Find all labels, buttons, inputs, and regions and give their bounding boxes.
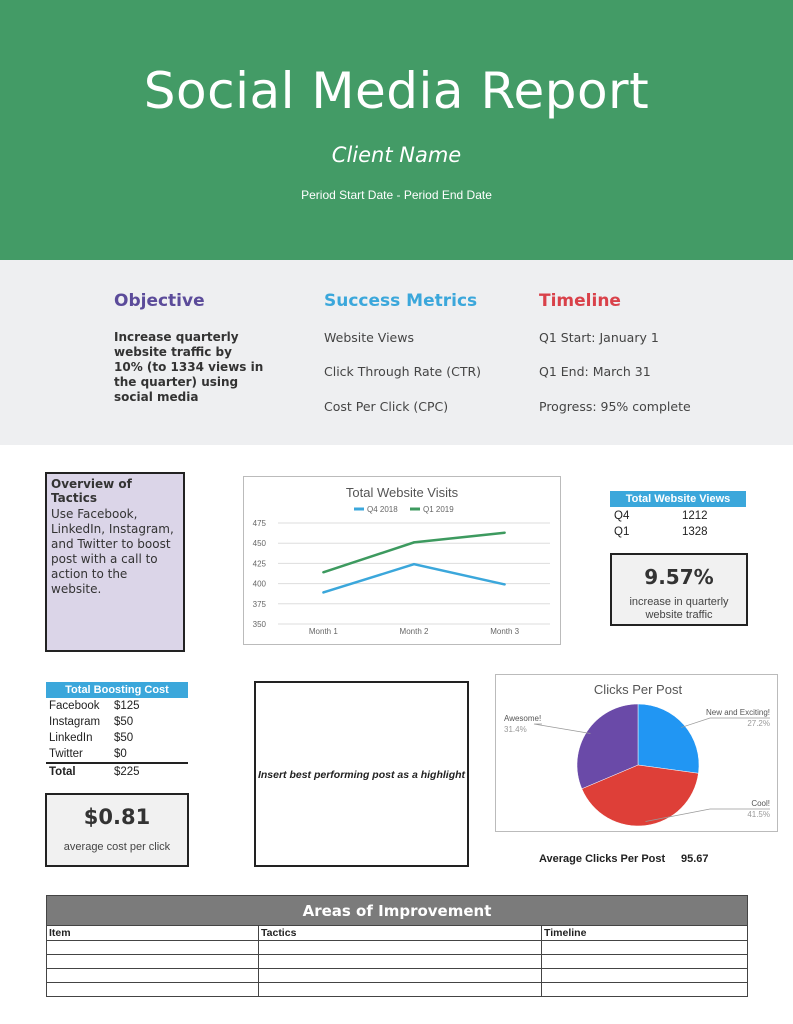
report-period: Period Start Date - Period End Date [301,188,492,202]
line-chart-svg [244,477,560,644]
tactics-heading: Overview of Tactics [51,477,132,505]
boosting-cost-header: Total Boosting Cost [46,682,188,698]
boost-total-value: $225 [114,766,140,778]
legend-label: Q1 2019 [423,505,454,514]
views-label: Q1 [614,526,630,538]
chart-title: Total Website Visits [345,485,459,500]
clicks-per-post-chart [495,674,778,832]
pie-chart-svg [496,675,777,831]
pie-slice-percent: 41.5% [747,810,770,819]
table-cell [47,941,259,955]
timeline-heading: Timeline [539,291,621,311]
website-visits-chart [243,476,561,645]
boost-value: $0 [114,748,127,760]
metric-item: Website Views [324,330,414,345]
avg-clicks-label: Average Clicks Per Post [539,853,666,865]
metric-item: Cost Per Click (CPC) [324,399,449,414]
timeline-item: Progress: 95% complete [539,399,691,414]
pie-slice-label: New and Exciting! [705,708,770,717]
chart-title: Clicks Per Post [593,682,683,697]
tactics-text: Use Facebook, LinkedIn, Instagram, and Twitter to boost post with a call to action to the website. [51,507,174,596]
table-cell [259,941,542,955]
highlight-placeholder: Insert best performing post as a highlight [257,769,466,781]
avg-clicks-value: 95.67 [681,853,709,865]
improvement-title: Areas of Improvement [47,896,748,926]
highlight-post-box [254,681,469,867]
timeline-item: Q1 Start: January 1 [539,330,659,345]
table-cell [542,983,748,997]
pie-slice-label: Awesome! [504,714,542,723]
success-metrics-heading: Success Metrics [324,291,478,311]
legend-label: Q4 2018 [367,505,398,514]
table-cell [47,969,259,983]
table-cell [47,955,259,969]
improvement-table [46,895,748,997]
y-tick-label: 475 [252,519,266,528]
data-point [413,563,415,565]
data-point [503,583,505,585]
report-header [0,0,793,260]
boost-value: $50 [114,716,134,728]
boost-label: Twitter [49,748,83,760]
data-point [322,591,324,593]
x-tick-label: Month 3 [490,627,520,636]
traffic-increase-value: 9.57% [644,565,714,589]
table-cell [542,955,748,969]
series-line [323,564,504,592]
views-value: 1212 [682,510,708,522]
table-cell [47,983,259,997]
series-line [323,533,504,573]
pie-slice-percent: 31.4% [504,725,527,734]
y-tick-label: 400 [252,579,266,589]
pie-leader-line [534,724,590,734]
y-tick-label: 375 [252,599,266,609]
boost-total-label: Total [49,766,76,778]
data-point [413,541,415,543]
boost-label: Facebook [49,700,100,712]
data-point [503,531,505,533]
pie-slice-label: Cool! [751,799,770,808]
boost-label: LinkedIn [49,732,93,744]
pie-slice [638,704,699,773]
table-cell [259,969,542,983]
timeline-item: Q1 End: March 31 [539,364,651,379]
tactics-box [45,472,185,652]
column-header: Item [47,926,259,941]
column-header: Tactics [259,926,542,941]
table-cell [542,941,748,955]
column-header: Timeline [542,926,748,941]
x-tick-label: Month 1 [308,627,338,636]
boost-value: $50 [114,732,134,744]
cost-per-click-box [45,793,189,867]
table-row [47,969,748,983]
metric-item: Click Through Rate (CTR) [324,364,482,379]
report-title: Social Media Report [143,62,650,120]
website-views-header: Total Website Views [610,491,746,507]
table-row [47,955,748,969]
traffic-increase-box [610,553,748,626]
boost-value: $125 [114,700,140,712]
objective-heading: Objective [114,291,205,311]
traffic-increase-label: increase in quarterly website traffic [629,596,729,621]
client-name: Client Name [331,143,462,167]
y-tick-label: 450 [252,539,266,549]
cost-per-click-value: $0.81 [83,805,151,829]
views-value: 1328 [682,526,708,538]
x-tick-label: Month 2 [399,627,429,636]
boost-label: Instagram [49,716,101,728]
table-cell [542,969,748,983]
table-row [47,983,748,997]
table-cell [259,955,542,969]
table-cell [259,983,542,997]
objective-text: Increase quarterly website traffic by 10% (to 1334 views in the quarter) using social media [114,330,264,404]
cost-per-click-label: average cost per click [63,841,171,853]
pie-slice-percent: 27.2% [747,719,770,728]
y-tick-label: 350 [252,620,266,629]
y-tick-label: 425 [252,559,266,569]
views-label: Q4 [614,510,630,522]
table-row [47,941,748,955]
total-divider [46,762,188,764]
data-point [322,571,324,573]
